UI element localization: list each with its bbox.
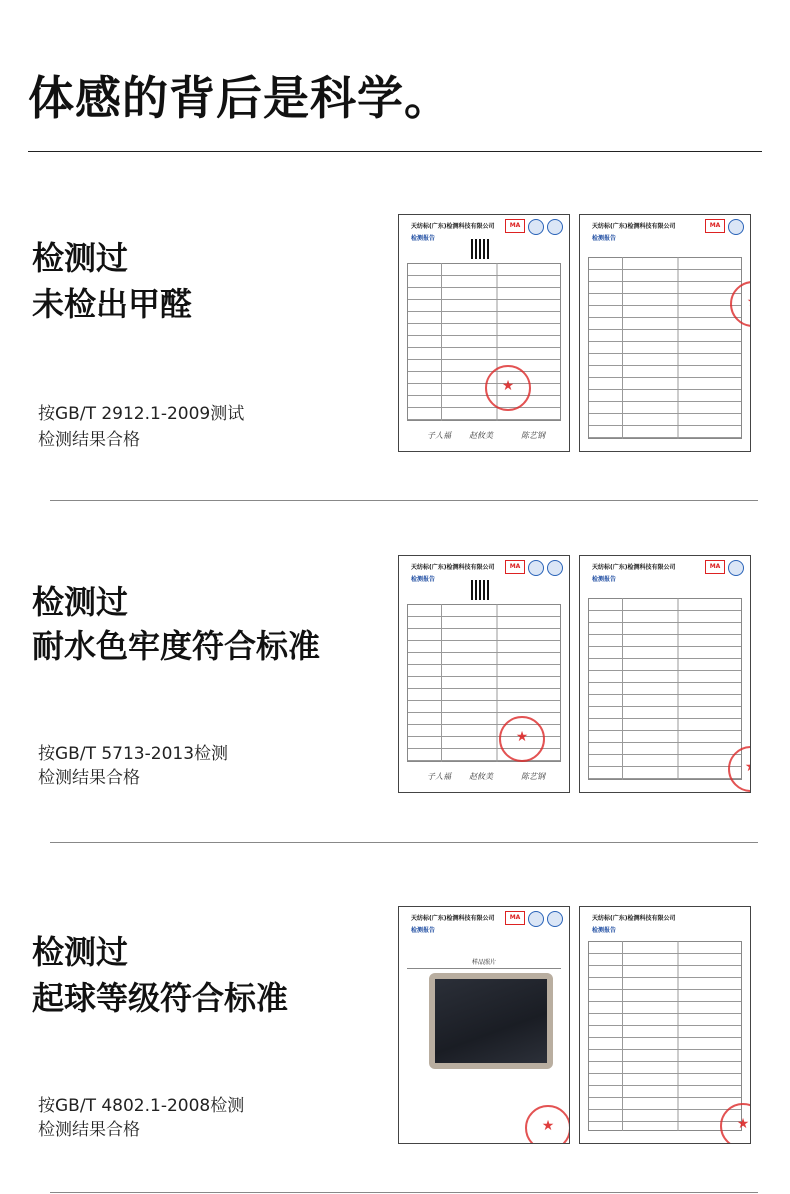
cnas-logo-icon xyxy=(547,911,563,927)
section-heading-line2: 耐水色牢度符合标准 xyxy=(32,627,321,665)
cnas-logo-icon xyxy=(728,219,744,235)
certification-logos xyxy=(705,219,744,235)
test-report-page-2 xyxy=(579,555,751,793)
official-stamp-icon xyxy=(525,1105,570,1144)
test-result: 检测结果合格 xyxy=(38,1120,140,1140)
report-title: 检测报告 xyxy=(411,235,436,242)
section-heading-line1: 检测过 xyxy=(32,239,129,277)
report-title: 检测报告 xyxy=(411,576,436,583)
section-heading-line1: 检测过 xyxy=(32,933,129,971)
ma-logo-icon: MA xyxy=(705,219,725,233)
signature: 子人福 xyxy=(427,431,451,440)
test-report-page-2 xyxy=(579,214,751,452)
photo-label: 样品照片 xyxy=(407,957,561,969)
report-title: 检测报告 xyxy=(592,927,617,934)
test-result: 检测结果合格 xyxy=(38,430,140,450)
section-heading-line1: 检测过 xyxy=(32,583,129,621)
page-title: 体感的背后是科学。 xyxy=(28,71,451,125)
certification-logos xyxy=(505,911,563,927)
section-divider xyxy=(50,500,758,501)
section-divider xyxy=(50,842,758,843)
report-title: 检测报告 xyxy=(592,576,617,583)
test-standard: 按GB/T 4802.1-2008检测 xyxy=(38,1096,245,1116)
qr-code-icon xyxy=(471,239,491,259)
report-org: 天纺标(广东)检测科技有限公司 xyxy=(592,915,676,922)
ma-logo-icon: MA xyxy=(505,911,525,925)
signature: 赵攸美 xyxy=(469,431,493,440)
official-stamp-icon xyxy=(499,716,545,762)
certification-logos xyxy=(705,560,744,576)
test-report-photo-page xyxy=(398,906,570,1144)
cnas-logo-icon xyxy=(547,219,563,235)
certification-logos xyxy=(505,219,563,235)
sample-photo xyxy=(429,973,553,1069)
report-org: 天纺标(广东)检测科技有限公司 xyxy=(592,223,676,230)
section-divider xyxy=(50,1192,758,1193)
signature: 陈艺钢 xyxy=(521,772,545,781)
report-table-columns xyxy=(588,257,742,439)
test-standard: 按GB/T 2912.1-2009测试 xyxy=(38,404,245,424)
signature: 赵攸美 xyxy=(469,772,493,781)
qr-code-icon xyxy=(471,580,491,600)
signature: 子人福 xyxy=(427,772,451,781)
report-org: 天纺标(广东)检测科技有限公司 xyxy=(592,564,676,571)
report-org: 天纺标(广东)检测科技有限公司 xyxy=(411,915,495,922)
ma-logo-icon: MA xyxy=(505,560,525,574)
test-result: 检测结果合格 xyxy=(38,768,140,788)
report-org: 天纺标(广东)检测科技有限公司 xyxy=(411,564,495,571)
test-report-page-1 xyxy=(398,214,570,452)
ma-logo-icon: MA xyxy=(505,219,525,233)
report-title: 检测报告 xyxy=(411,927,436,934)
title-divider xyxy=(28,151,762,152)
signature: 陈艺钢 xyxy=(521,431,545,440)
ilac-logo-icon xyxy=(528,560,544,576)
report-table-columns xyxy=(588,941,742,1131)
cnas-logo-icon xyxy=(547,560,563,576)
ilac-logo-icon xyxy=(528,219,544,235)
report-title: 检测报告 xyxy=(592,235,617,242)
test-report-page-1 xyxy=(398,555,570,793)
report-table-columns xyxy=(588,598,742,780)
report-org: 天纺标(广东)检测科技有限公司 xyxy=(411,223,495,230)
section-heading-line2: 未检出甲醛 xyxy=(32,285,193,323)
report-table-columns xyxy=(407,263,561,421)
test-report-page-2 xyxy=(579,906,751,1144)
section-heading-line2: 起球等级符合标准 xyxy=(32,979,289,1017)
ilac-logo-icon xyxy=(528,911,544,927)
certification-logos xyxy=(505,560,563,576)
ma-logo-icon: MA xyxy=(705,560,725,574)
cnas-logo-icon xyxy=(728,560,744,576)
test-standard: 按GB/T 5713-2013检测 xyxy=(38,744,229,764)
official-stamp-icon xyxy=(485,365,531,411)
